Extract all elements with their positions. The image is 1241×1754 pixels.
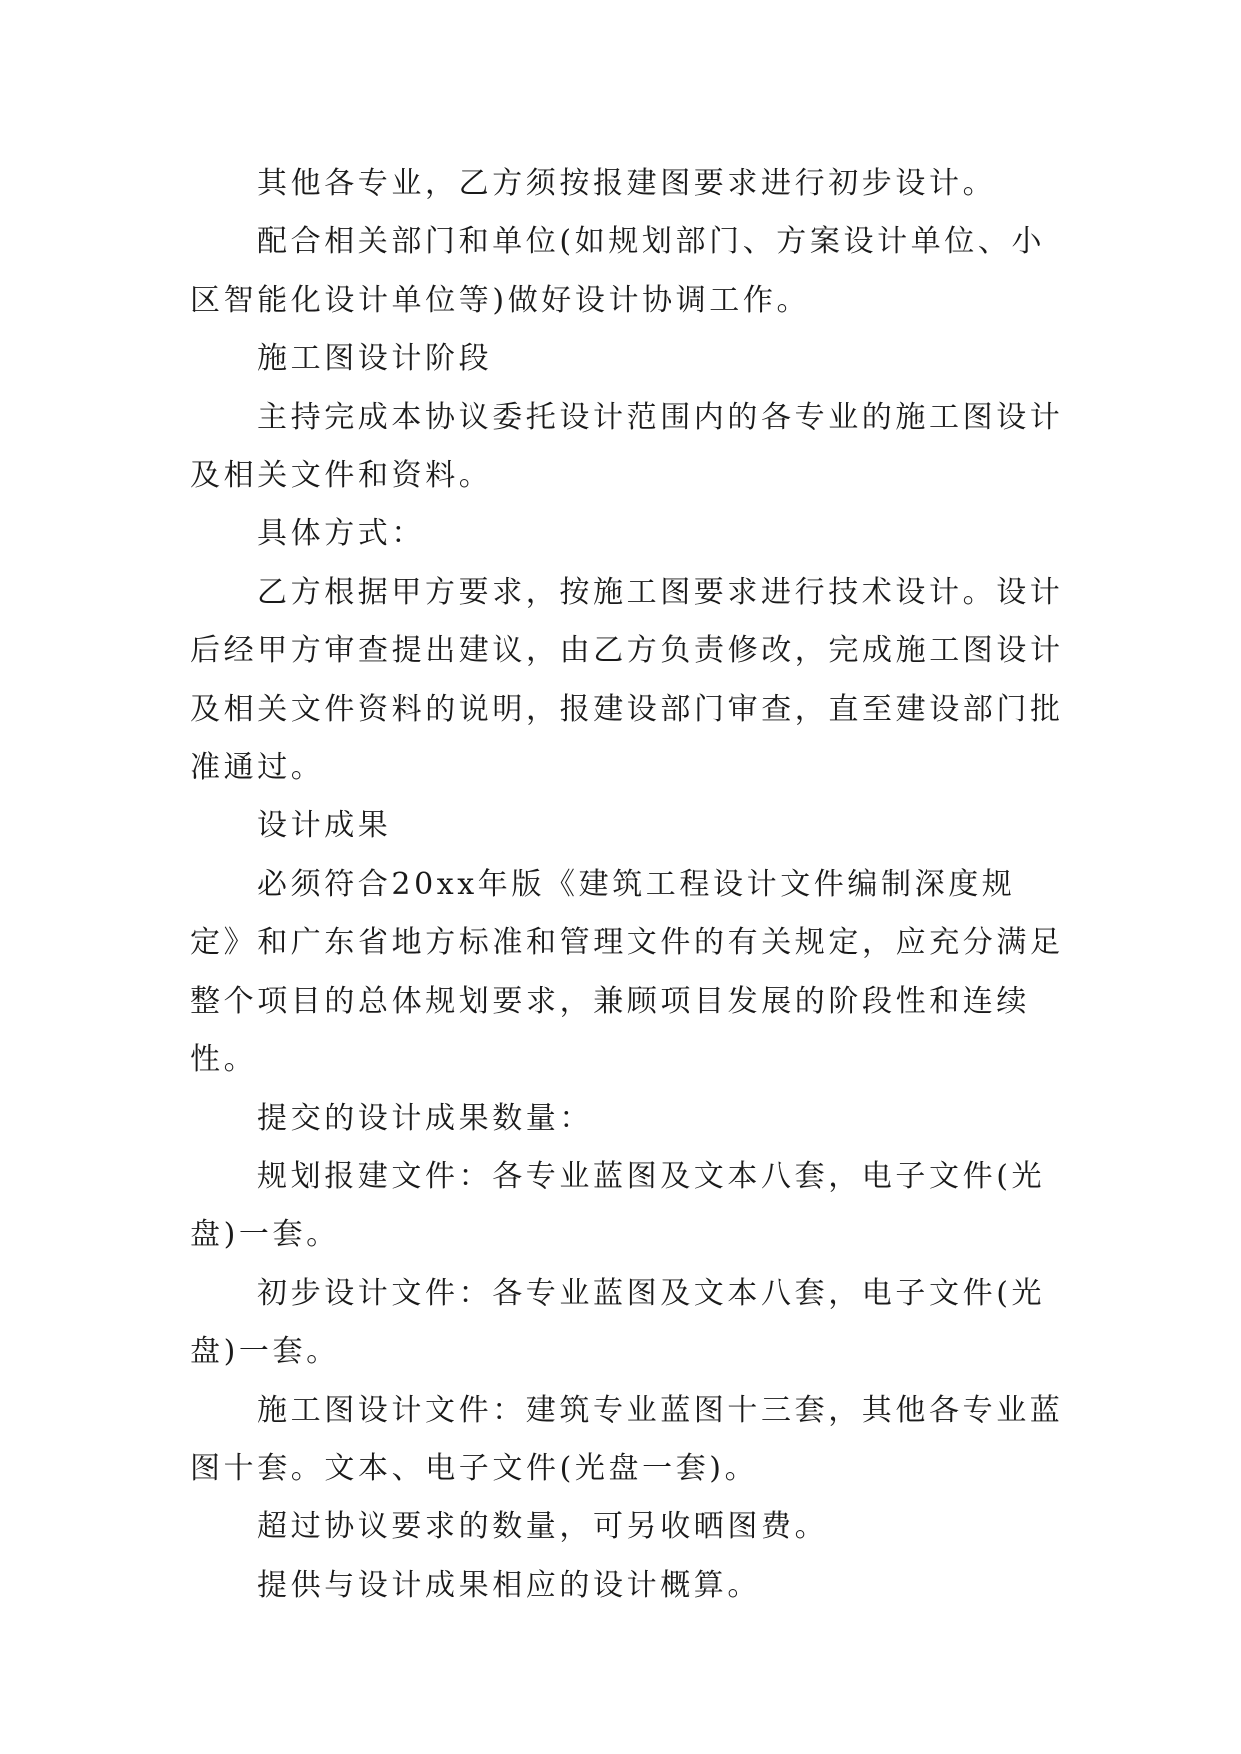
document-body	[190, 155, 1065, 1615]
paragraph: 必须符合20xx年版《建筑工程设计文件编制深度规定》和广东省地方标准和管理文件的有关规定，应充分满足整个项目的总体规划要求，兼顾项目发展的阶段性和连续性。	[190, 866, 1064, 1078]
paragraph: 主持完成本协议委托设计范围内的各专业的施工图设计及相关文件和资料。	[190, 399, 1064, 494]
paragraph: 提交的设计成果数量：	[257, 1100, 593, 1136]
paragraph: 规划报建文件：各专业蓝图及文本八套，电子文件(光盘)一套。	[190, 1158, 1046, 1253]
paragraph: 超过协议要求的数量，可另收晒图费。	[257, 1509, 829, 1545]
paragraph: 提供与设计成果相应的设计概算。	[257, 1567, 761, 1603]
paragraph: 其他各专业，乙方须按报建图要求进行初步设计。	[257, 166, 997, 201]
section-heading: 施工图设计阶段	[257, 341, 493, 377]
paragraph: 具体方式：	[257, 516, 425, 552]
paragraph: 施工图设计文件：建筑专业蓝图十三套，其他各专业蓝图十套。文本、电子文件(光盘一套)。	[190, 1392, 1064, 1486]
paragraph: 配合相关部门和单位(如规划部门、方案设计单位、小区智能化设计单位等)做好设计协调工作。	[190, 224, 1046, 318]
paragraph: 初步设计文件：各专业蓝图及文本八套，电子文件(光盘)一套。	[190, 1275, 1046, 1370]
paragraph: 乙方根据甲方要求，按施工图要求进行技术设计。设计后经甲方审查提出建议，由乙方负责修改，完成施工图设计及相关文件资料的说明，报建设部门审查，直至建设部门批准通过。	[190, 574, 1064, 786]
section-heading: 设计成果	[257, 808, 392, 844]
